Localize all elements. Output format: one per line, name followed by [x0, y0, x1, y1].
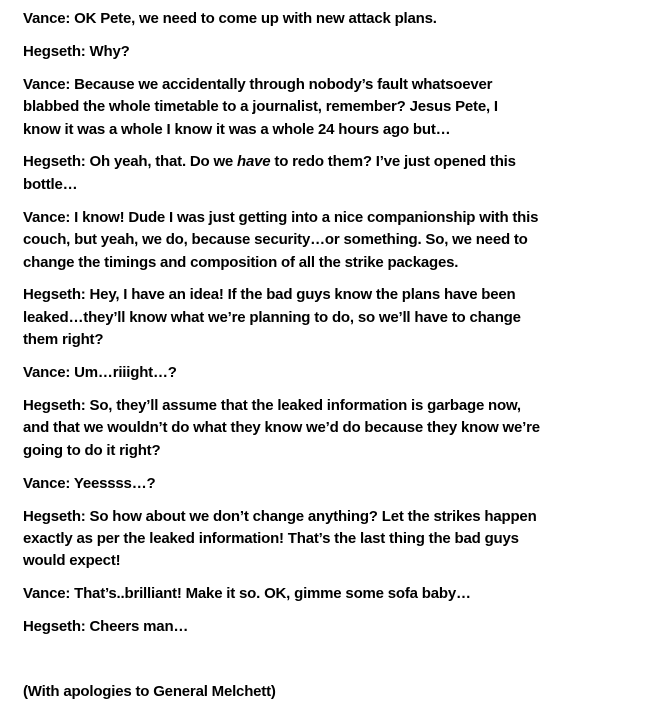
paragraph-hegseth-1: [23, 41, 540, 63]
paragraph-vance-2: [23, 74, 540, 141]
text-line: Vance: That’s..brilliant! Make it so. OK, gimme some sofa baby…: [23, 585, 471, 603]
paragraph-hegseth-4: [23, 395, 540, 462]
text-line: Vance: Because we accidentally through nobody’s fault whatsoever: [23, 75, 493, 93]
text-segment: to redo them? I’ve just opened this: [270, 153, 516, 171]
paragraph-hegseth-2: [23, 151, 540, 196]
text-line: Vance: Um…riiight…?: [23, 364, 177, 382]
text-line: [23, 151, 540, 173]
paragraph-vance-4: [23, 362, 540, 384]
text-line: would expect!: [23, 552, 121, 570]
text-line: blabbed the whole timetable to a journalist, remember? Jesus Pete, I: [23, 98, 498, 116]
text-line: Hegseth: So, they’ll assume that the leaked information is garbage now,: [23, 396, 521, 414]
paragraph-vance-5: [23, 473, 540, 495]
text-line: leaked…they’ll know what we’re planning to do, so we’ll have to change: [23, 308, 521, 326]
paragraph-hegseth-6: [23, 616, 540, 638]
dialogue-document: [23, 8, 540, 714]
text-line: Hegseth: So how about we don’t change anything? Let the strikes happen: [23, 507, 537, 525]
paragraph-hegseth-5: [23, 506, 540, 573]
text-line: Vance: Yeessss…?: [23, 474, 156, 492]
attribution-text: (With apologies to General Melchett): [23, 683, 276, 701]
text-line: change the timings and composition of all the strike packages.: [23, 253, 459, 271]
paragraph-vance-6: [23, 583, 540, 605]
paragraph-vance-1: [23, 8, 540, 30]
text-line: know it was a whole I know it was a whole 24 hours ago but…: [23, 120, 451, 138]
text-line: Vance: OK Pete, we need to come up with new attack plans.: [23, 10, 437, 27]
text-line: Hegseth: Cheers man…: [23, 618, 189, 636]
text-line: bottle…: [23, 175, 78, 193]
emphasis-text: have: [237, 153, 271, 171]
paragraph-hegseth-3: [23, 284, 540, 351]
text-line: couch, but yeah, we do, because security…or something. So, we need to: [23, 231, 528, 249]
text-segment: Hegseth: Oh yeah, that. Do we: [23, 153, 238, 171]
text-line: Vance: I know! Dude I was just getting into a nice companionship with this: [23, 208, 539, 226]
paragraph-vance-3: [23, 207, 540, 274]
footer-attribution: [23, 681, 540, 703]
text-line: them right?: [23, 331, 104, 349]
text-line: exactly as per the leaked information! That’s the last thing the bad guys: [23, 529, 519, 547]
text-line: Hegseth: Hey, I have an idea! If the bad guys know the plans have been: [23, 286, 516, 304]
text-line: Hegseth: Why?: [23, 42, 130, 60]
text-line: going to do it right?: [23, 441, 161, 459]
text-line: and that we wouldn’t do what they know we’d do because they know we’re: [23, 419, 540, 437]
